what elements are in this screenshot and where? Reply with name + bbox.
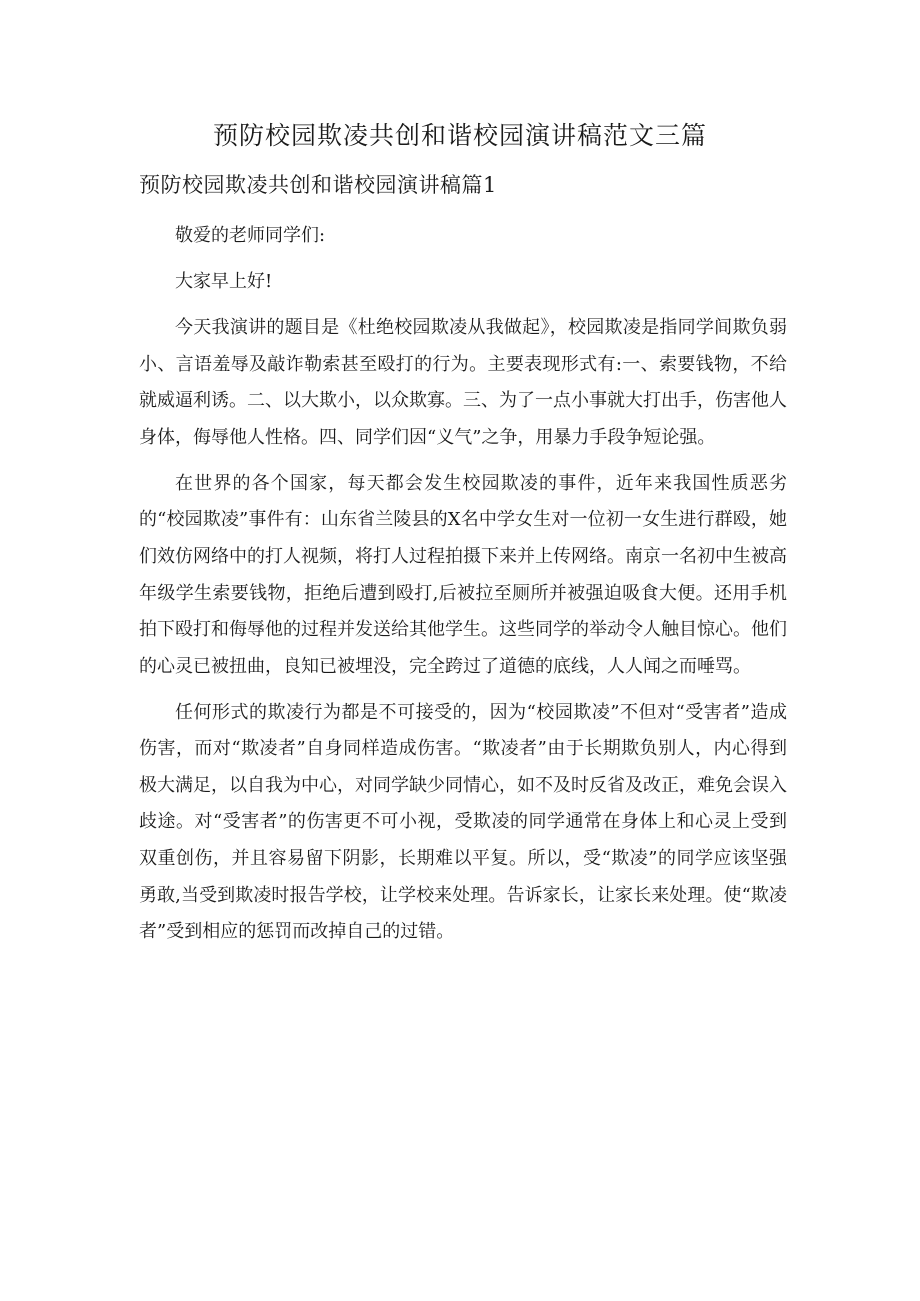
paragraph-topic: 今天我演讲的题目是《杜绝校园欺凌从我做起》，校园欺凌是指同学间欺负弱小、言语羞辱及敲诈勒索甚至殴打的行为。主要表现形式有:一、索要钱物，不给就威逼利诱。二、以大欺小，以众欺寡。三、为了一点小事就大打出手，伤害他人身体，侮辱他人性格。四、同学们因“义气”之争，用暴力手段争短论强。: [139, 316, 787, 448]
paragraph-harm: 任何形式的欺凌行为都是不可接受的，因为“校园欺凌”不但对“受害者”造成伤害，而对“欺凌者”自身同样造成伤害。“欺凌者”由于长期欺负别人，内心得到极大满足，以自我为中心，对同学缺少同情心，如不及时反省及改正，难免会误入歧途。对“受害者”的伤害更不可小视，受欺凌的同学通常在身体上和心灵上受到双重创伤，并且容易留下阴影，长期难以平复。所以，受“欺凌”的同学应该坚强勇敢,当受到欺凌时报告学校，让学校来处理。告诉家长，让家长来处理。使“欺凌者”受到相应的惩罚而改掉自己的过错。: [139, 701, 787, 943]
document-title: 预防校园欺凌共创和谐校园演讲稿范文三篇: [212, 121, 707, 150]
section-heading: 预防校园欺凌共创和谐校园演讲稿篇1: [139, 173, 497, 197]
paragraph-incidents: 在世界的各个国家，每天都会发生校园欺凌的事件，近年来我国性质恶劣的“校园欺凌”事件有：山东省兰陵县的X名中学女生对一位初一女生进行群殴，她们效仿网络中的打人视频，将打人过程拍摄下来并上传网络。南京一名初中生被高年级学生索要钱物，拒绝后遭到殴打,后被拉至厕所并被强迫吸食大便。还用手机拍下殴打和侮辱他的过程并发送给其他学生。这些同学的举动令人触目惊心。他们的心灵已被扭曲，良知已被埋没，完全跨过了道德的底线，人人闻之而唾骂。: [139, 472, 787, 677]
document-body: [139, 218, 787, 960]
paragraph-greeting: 敬爱的老师同学们:: [175, 225, 326, 246]
paragraph-hello: 大家早上好!: [175, 270, 273, 292]
